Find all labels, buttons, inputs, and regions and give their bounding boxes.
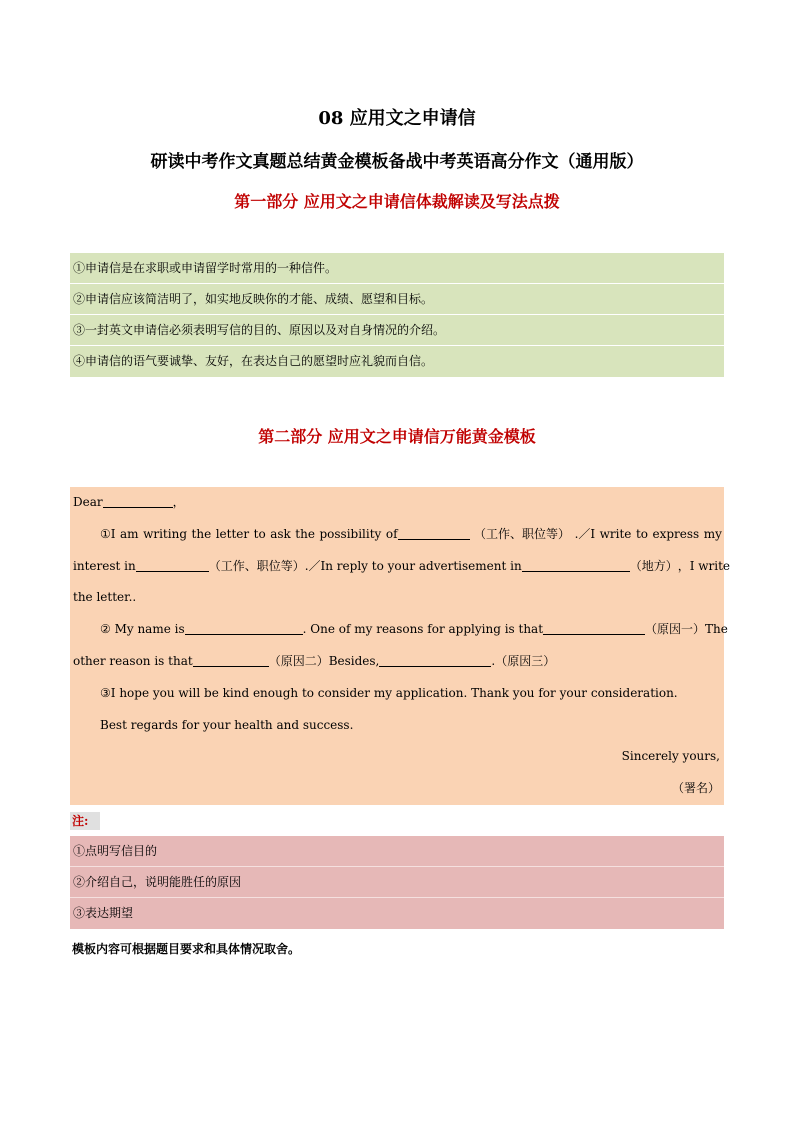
note-row: ②介绍自己，说明能胜任的原因 (70, 867, 724, 898)
tip-row: ②申请信应该简洁明了，如实地反映你的才能、成绩、愿望和目标。 (70, 284, 724, 315)
blank-recipient (103, 493, 173, 508)
note-label: 注: (70, 812, 100, 830)
template-signature: （署名） (671, 781, 720, 796)
tip-row: ④申请信的语气要诚挚、友好，在表达自己的愿望时应礼貌而自信。 (73, 354, 434, 368)
template-line-3 (70, 551, 731, 583)
word-with-blank: of (386, 519, 470, 551)
blank-place (522, 557, 630, 572)
note-row: ①点明写信目的 (70, 836, 724, 867)
word: the (295, 526, 315, 541)
document-title: 08 应用文之申请信 (318, 108, 476, 129)
blank-reason-3 (379, 652, 491, 667)
word: writing (143, 526, 187, 541)
salutation-comma: ， (172, 495, 185, 509)
part-two-heading: 第二部分 应用文之申请信万能黄金模板 (258, 427, 536, 446)
line5-end: （原因一）The (645, 622, 728, 637)
letter-template (70, 487, 731, 805)
word: to (253, 526, 266, 541)
word: ①I (100, 526, 116, 541)
blank-name (185, 620, 303, 635)
word: .／I (574, 526, 596, 541)
template-salutation (70, 487, 724, 519)
word: the (191, 526, 212, 541)
word: am (120, 526, 139, 541)
word: my (703, 526, 722, 541)
template-line-7: ③I hope you will be kind enough to consider my application. Thank you for your consideration. (100, 685, 678, 700)
word: write (599, 526, 632, 541)
line3-start: interest in （工作、职位等）.／In reply to your advertisement in （地方） (73, 558, 678, 573)
blank-position (398, 525, 470, 540)
line3-end: ，I write (677, 558, 731, 573)
word: （工作、职位等） (474, 526, 571, 541)
word: possibility (319, 526, 382, 541)
note-row: ③表达期望 (73, 906, 134, 920)
word: ask (270, 526, 291, 541)
tips-table (70, 253, 724, 377)
tip-row: ①申请信是在求职或申请留学时常用的一种信件。 (70, 253, 724, 284)
notes-table (70, 836, 724, 929)
word: to (635, 526, 648, 541)
blank-reason-1 (543, 620, 645, 635)
word: express (652, 526, 700, 541)
template-line-5 (70, 614, 728, 646)
blank-reason-2 (193, 652, 269, 667)
part-one-heading: 第一部分 应用文之申请信体裁解读及写法点拨 (234, 192, 560, 211)
template-line-8: Best regards for your health and success. (100, 717, 354, 732)
salutation-text: Dear (73, 495, 103, 509)
template-closing: Sincerely yours, (621, 749, 720, 764)
word: letter (215, 526, 250, 541)
document-subtitle: 研读中考作文真题总结黄金模板备战中考英语高分作文（通用版） (150, 152, 644, 172)
template-line-2 (70, 519, 724, 551)
blank-job (136, 557, 209, 572)
template-line-6: other reason is that （原因二）Besides, .（原因三） (73, 653, 556, 668)
footer-note: 模板内容可根据题目要求和具体情况取舍。 (72, 942, 301, 956)
template-line-4: the letter.. (73, 590, 137, 605)
tip-row: ③一封英文申请信必须表明写信的目的、原因以及对自身情况的介绍。 (70, 315, 724, 346)
line5-start: ② My name is . One of my reasons for applying is that (100, 614, 645, 646)
